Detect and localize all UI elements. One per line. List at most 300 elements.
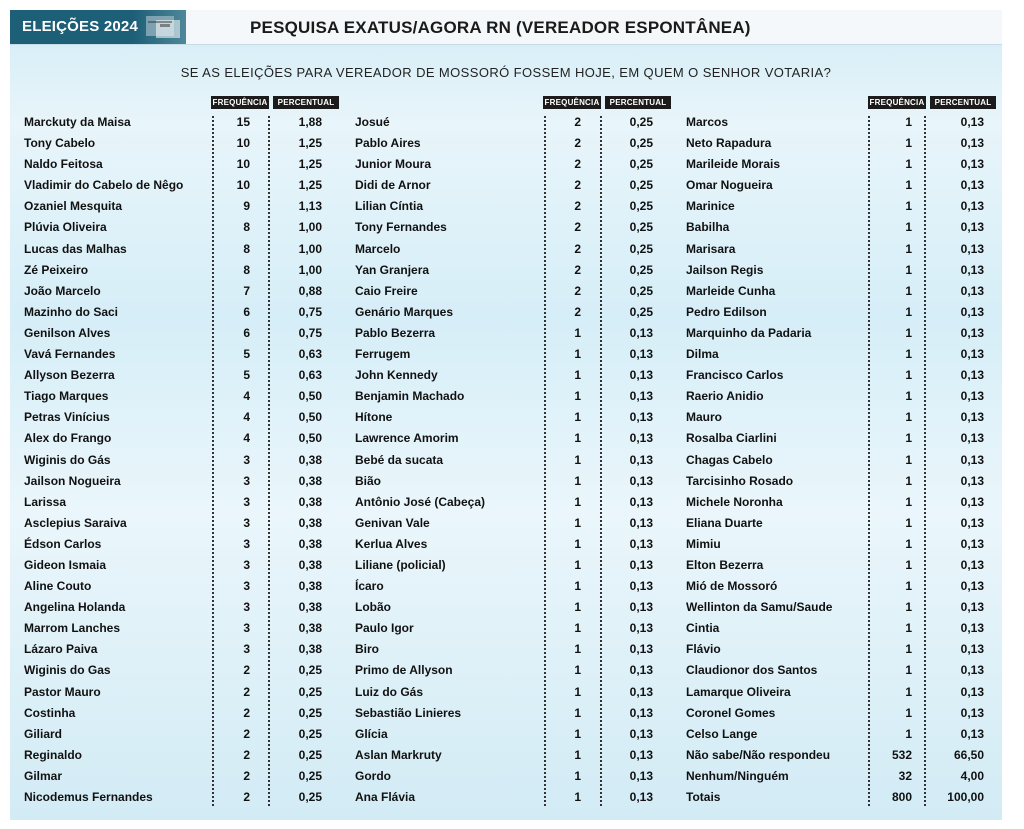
frequency-value: 2 <box>243 790 250 804</box>
table-row <box>24 365 349 386</box>
candidate-name: Pablo Bezerra <box>355 325 436 340</box>
frequency-value: 1 <box>574 600 581 615</box>
table-row <box>355 576 680 597</box>
frequency-value: 1 <box>574 473 581 488</box>
frequency-value: 2 <box>574 262 581 277</box>
percentage-value: 0,38 <box>298 494 322 509</box>
percentage-value: 4,00 <box>960 768 984 783</box>
frequency-value: 1 <box>574 389 581 404</box>
percentage-value: 0,13 <box>960 726 984 741</box>
frequency-value: 3 <box>243 642 250 657</box>
percentage-value: 0,13 <box>629 768 653 783</box>
percentage-value: 0,13 <box>960 136 984 151</box>
header-bar <box>10 10 1002 45</box>
frequency-value: 1 <box>574 515 581 530</box>
candidate-name: Lázaro Paiva <box>24 642 98 657</box>
candidate-name: Chagas Cabelo <box>686 452 773 467</box>
percentage-value: 0,50 <box>298 410 322 425</box>
table-row <box>686 534 1002 555</box>
candidate-name: Ferrugem <box>355 347 411 362</box>
table-row <box>355 660 680 681</box>
candidate-name: Aline Couto <box>24 579 92 594</box>
frequency-value: 7 <box>243 283 250 298</box>
frequency-value: 4 <box>243 431 250 446</box>
candidate-name: Sebastião Linieres <box>355 705 462 720</box>
percentage-value: 0,13 <box>960 283 984 298</box>
frequency-value: 1 <box>905 220 912 235</box>
percentage-value: 0,13 <box>960 536 984 551</box>
percentage-value: 0,13 <box>960 600 984 615</box>
percentage-value: 1,25 <box>298 178 322 193</box>
percentage-value: 0,13 <box>960 178 984 193</box>
candidate-name: Não sabe/Não respondeu <box>686 747 831 762</box>
frequency-value: 2 <box>243 705 250 720</box>
table-row <box>24 428 349 449</box>
table-row <box>24 618 349 639</box>
percentage-value: 0,13 <box>960 579 984 594</box>
frequency-value: 8 <box>243 220 250 235</box>
frequency-value: 3 <box>243 515 250 530</box>
frequency-value: 9 <box>243 199 250 214</box>
table-row <box>24 344 349 365</box>
percentage-value: 0,13 <box>960 241 984 256</box>
percentage-value: 0,38 <box>298 557 322 572</box>
frequency-value: 1 <box>905 389 912 404</box>
percentage-value: 0,13 <box>960 199 984 214</box>
table-row <box>24 154 349 175</box>
frequency-value: 3 <box>243 473 250 488</box>
frequency-value: 1 <box>905 600 912 615</box>
candidate-name: Elton Bezerra <box>686 557 764 572</box>
percentage-value: 0,13 <box>960 515 984 530</box>
frequency-value: 2 <box>574 220 581 235</box>
table-row <box>355 112 680 133</box>
percentage-value: 0,13 <box>629 515 653 530</box>
pct-header-2: PERCENTUAL <box>605 96 671 109</box>
pct-header-1: PERCENTUAL <box>273 96 339 109</box>
candidate-name: Celso Lange <box>686 726 758 741</box>
table-row <box>686 407 1002 428</box>
percentage-value: 0,13 <box>960 473 984 488</box>
frequency-value: 1 <box>574 368 581 383</box>
table-row <box>686 639 1002 660</box>
frequency-value: 1 <box>574 325 581 340</box>
candidate-name: Antônio José (Cabeça) <box>355 494 486 509</box>
candidate-name: Mimiu <box>686 536 721 551</box>
candidate-name: Raerio Anidio <box>686 389 764 404</box>
table-row <box>355 344 680 365</box>
candidate-name: Marckuty da Maisa <box>24 115 131 129</box>
table-row <box>355 745 680 766</box>
frequency-value: 1 <box>574 663 581 678</box>
frequency-value: 2 <box>243 768 250 783</box>
table-row <box>686 682 1002 703</box>
table-row <box>355 386 680 407</box>
percentage-value: 0,63 <box>298 368 322 383</box>
frequency-value: 8 <box>243 241 250 256</box>
candidate-name: Plúvia Oliveira <box>24 220 107 235</box>
percentage-value: 0,25 <box>298 790 322 804</box>
candidate-name: Dilma <box>686 347 719 362</box>
frequency-value: 1 <box>574 557 581 572</box>
percentage-value: 0,13 <box>629 557 653 572</box>
candidate-name: Genário Marques <box>355 304 454 319</box>
frequency-value: 1 <box>905 473 912 488</box>
percentage-value: 0,38 <box>298 536 322 551</box>
candidate-name: Larissa <box>24 494 67 509</box>
frequency-value: 532 <box>891 747 912 762</box>
table-row <box>686 217 1002 238</box>
frequency-value: 1 <box>574 768 581 783</box>
candidate-name: Jailson Nogueira <box>24 473 121 488</box>
percentage-value: 0,63 <box>298 347 322 362</box>
percentage-value: 0,25 <box>298 705 322 720</box>
frequency-value: 4 <box>243 389 250 404</box>
table-row <box>686 703 1002 724</box>
frequency-value: 2 <box>574 178 581 193</box>
percentage-value: 0,13 <box>960 431 984 446</box>
section-tag <box>10 10 186 44</box>
candidate-name: Naldo Feitosa <box>24 157 103 172</box>
results-column-1 <box>24 112 349 808</box>
table-row <box>24 492 349 513</box>
percentage-value: 0,13 <box>629 663 653 678</box>
percentage-value: 0,13 <box>629 705 653 720</box>
frequency-value: 15 <box>236 115 250 129</box>
table-row <box>24 260 349 281</box>
candidate-name: Glícia <box>355 726 388 741</box>
freq-header-1: FREQUÊNCIA <box>212 98 268 107</box>
percentage-value: 0,13 <box>960 325 984 340</box>
table-row <box>686 745 1002 766</box>
frequency-value: 1 <box>574 684 581 699</box>
table-row <box>24 323 349 344</box>
candidate-name: Didi de Arnor <box>355 178 431 193</box>
percentage-value: 0,13 <box>629 494 653 509</box>
candidate-name: Coronel Gomes <box>686 705 776 720</box>
table-row <box>686 471 1002 492</box>
frequency-value: 1 <box>905 642 912 657</box>
table-row <box>24 175 349 196</box>
frequency-value: 1 <box>905 115 912 129</box>
percentage-value: 0,25 <box>629 136 653 151</box>
frequency-value: 1 <box>905 536 912 551</box>
frequency-value: 6 <box>243 325 250 340</box>
percentage-value: 0,13 <box>960 157 984 172</box>
table-row <box>686 766 1002 787</box>
candidate-name: Wiginis do Gás <box>24 452 111 467</box>
table-row <box>355 639 680 660</box>
percentage-value: 0,13 <box>629 431 653 446</box>
table-row <box>355 302 680 323</box>
candidate-name: Lucas das Malhas <box>24 241 127 256</box>
frequency-value: 5 <box>243 368 250 383</box>
frequency-value: 2 <box>574 241 581 256</box>
candidate-name: João Marcelo <box>24 283 101 298</box>
percentage-value: 0,13 <box>629 579 653 594</box>
table-row <box>355 450 680 471</box>
candidate-name: Édson Carlos <box>24 536 102 551</box>
candidate-name: Marcelo <box>355 241 401 256</box>
table-row <box>24 386 349 407</box>
candidate-name: Rosalba Ciarlini <box>686 431 777 446</box>
frequency-value: 3 <box>243 557 250 572</box>
candidate-name: Bião <box>355 473 382 488</box>
percentage-value: 1,25 <box>298 136 322 151</box>
table-row <box>355 597 680 618</box>
candidate-name: Vladimir do Cabelo de Nêgo <box>24 178 184 193</box>
candidate-name: Marinice <box>686 199 735 214</box>
table-row <box>355 260 680 281</box>
candidate-name: Alex do Frango <box>24 431 112 446</box>
percentage-value: 0,50 <box>298 389 322 404</box>
percentage-value: 0,13 <box>629 621 653 636</box>
table-row <box>355 618 680 639</box>
table-row <box>355 133 680 154</box>
candidate-name: Luiz do Gás <box>355 684 424 699</box>
table-row <box>24 639 349 660</box>
percentage-value: 0,13 <box>629 473 653 488</box>
percentage-value: 0,13 <box>960 684 984 699</box>
table-row <box>686 112 1002 133</box>
candidate-name: Mauro <box>686 410 722 425</box>
frequency-value: 1 <box>574 747 581 762</box>
candidate-name: Gilmar <box>24 768 63 783</box>
table-row <box>24 471 349 492</box>
frequency-value: 1 <box>905 431 912 446</box>
candidate-name: Paulo Igor <box>355 621 414 636</box>
frequency-value: 1 <box>905 241 912 256</box>
candidate-name: Claudionor dos Santos <box>686 663 818 678</box>
table-row <box>24 302 349 323</box>
percentage-value: 0,25 <box>629 241 653 256</box>
table-row <box>686 196 1002 217</box>
candidate-name: Nicodemus Fernandes <box>24 790 153 804</box>
percentage-value: 0,13 <box>629 600 653 615</box>
frequency-value: 1 <box>574 726 581 741</box>
table-row <box>686 281 1002 302</box>
table-row <box>355 217 680 238</box>
candidate-name: Eliana Duarte <box>686 515 763 530</box>
frequency-value: 1 <box>905 136 912 151</box>
percentage-value: 0,13 <box>629 410 653 425</box>
frequency-value: 3 <box>243 600 250 615</box>
table-row <box>686 513 1002 534</box>
candidate-name: Michele Noronha <box>686 494 783 509</box>
percentage-value: 0,13 <box>960 452 984 467</box>
percentage-value: 0,13 <box>960 621 984 636</box>
frequency-value: 1 <box>905 304 912 319</box>
percentage-value: 1,00 <box>298 220 322 235</box>
frequency-value: 2 <box>243 747 250 762</box>
frequency-value: 1 <box>574 494 581 509</box>
candidate-name: Biro <box>355 642 379 657</box>
frequency-value: 1 <box>905 157 912 172</box>
candidate-name: Wiginis do Gas <box>24 663 111 678</box>
percentage-value: 0,88 <box>298 283 322 298</box>
table-row <box>355 323 680 344</box>
percentage-value: 1,13 <box>298 199 322 214</box>
frequency-value: 1 <box>905 515 912 530</box>
candidate-name: Ozaniel Mesquita <box>24 199 123 214</box>
percentage-value: 0,13 <box>629 684 653 699</box>
table-row <box>355 407 680 428</box>
table-row <box>24 787 349 808</box>
percentage-value: 0,25 <box>629 199 653 214</box>
percentage-value: 100,00 <box>947 790 984 804</box>
frequency-value: 1 <box>905 705 912 720</box>
candidate-name: Cintia <box>686 621 720 636</box>
table-row <box>686 597 1002 618</box>
table-row <box>24 196 349 217</box>
table-row <box>355 724 680 745</box>
candidate-name: Neto Rapadura <box>686 136 772 151</box>
candidate-name: Marleide Cunha <box>686 283 776 298</box>
frequency-value: 1 <box>574 579 581 594</box>
candidate-name: Wellinton da Samu/Saude <box>686 600 833 615</box>
ballot-box-icon <box>142 12 186 42</box>
percentage-value: 0,38 <box>298 621 322 636</box>
percentage-value: 0,38 <box>298 515 322 530</box>
frequency-value: 1 <box>905 283 912 298</box>
candidate-name: Francisco Carlos <box>686 368 784 383</box>
table-row <box>686 428 1002 449</box>
frequency-value: 10 <box>236 178 250 193</box>
table-row <box>686 154 1002 175</box>
candidate-name: Yan Granjera <box>355 262 430 277</box>
frequency-value: 3 <box>243 452 250 467</box>
candidate-name: Genivan Vale <box>355 515 430 530</box>
table-row <box>24 133 349 154</box>
table-row <box>24 281 349 302</box>
candidate-name: Josué <box>355 115 390 129</box>
percentage-value: 0,13 <box>960 262 984 277</box>
candidate-name: Bebé da sucata <box>355 452 444 467</box>
table-row <box>355 703 680 724</box>
candidate-name: Kerlua Alves <box>355 536 428 551</box>
percentage-value: 0,75 <box>298 325 322 340</box>
percentage-value: 0,13 <box>629 747 653 762</box>
frequency-value: 800 <box>891 790 912 804</box>
table-row <box>24 745 349 766</box>
freq-header-2: FREQUÊNCIA <box>544 98 600 107</box>
table-row <box>686 133 1002 154</box>
table-row <box>24 534 349 555</box>
frequency-value: 1 <box>905 262 912 277</box>
frequency-value: 10 <box>236 157 250 172</box>
candidate-name: Asclepius Saraiva <box>24 515 127 530</box>
candidate-name: Marileide Morais <box>686 157 781 172</box>
percentage-value: 0,13 <box>629 452 653 467</box>
candidate-name: Aslan Markruty <box>355 747 442 762</box>
percentage-value: 0,13 <box>629 536 653 551</box>
percentage-value: 1,25 <box>298 157 322 172</box>
candidate-name: Marrom Lanches <box>24 621 121 636</box>
table-row <box>686 302 1002 323</box>
survey-question: SE AS ELEIÇÕES PARA VEREADOR DE MOSSORÓ FOSSEM HOJE, EM QUEM O SENHOR VOTARIA? <box>180 65 832 80</box>
table-row <box>686 787 1002 808</box>
frequency-value: 2 <box>574 283 581 298</box>
percentage-value: 0,13 <box>960 220 984 235</box>
candidate-name: Tony Cabelo <box>24 136 96 151</box>
frequency-value: 6 <box>243 304 250 319</box>
candidate-name: Marcos <box>686 115 729 129</box>
percentage-value: 0,13 <box>629 325 653 340</box>
percentage-value: 0,13 <box>960 494 984 509</box>
candidate-name: Tiago Marques <box>24 389 109 404</box>
frequency-value: 2 <box>574 157 581 172</box>
table-row <box>355 175 680 196</box>
results-column-2 <box>355 112 680 808</box>
percentage-value: 0,38 <box>298 452 322 467</box>
candidate-name: Lamarque Oliveira <box>686 684 791 699</box>
frequency-value: 1 <box>905 726 912 741</box>
percentage-value: 0,25 <box>298 663 322 678</box>
frequency-value: 1 <box>905 663 912 678</box>
table-row <box>355 492 680 513</box>
frequency-value: 2 <box>243 726 250 741</box>
candidate-name: Babilha <box>686 220 730 235</box>
candidate-name: Totais <box>686 790 721 804</box>
table-row <box>355 555 680 576</box>
frequency-value: 4 <box>243 410 250 425</box>
frequency-value: 3 <box>243 536 250 551</box>
table-row <box>686 260 1002 281</box>
table-row <box>355 154 680 175</box>
candidate-name: Genilson Alves <box>24 325 111 340</box>
table-row <box>355 682 680 703</box>
frequency-value: 3 <box>243 494 250 509</box>
frequency-value: 1 <box>905 494 912 509</box>
table-row <box>686 239 1002 260</box>
candidate-name: Tarcisinho Rosado <box>686 473 794 488</box>
percentage-value: 0,13 <box>960 557 984 572</box>
frequency-value: 1 <box>905 621 912 636</box>
candidate-name: Omar Nogueira <box>686 178 773 193</box>
candidate-name: Junior Moura <box>355 157 432 172</box>
candidate-name: Primo de Allyson <box>355 663 453 678</box>
candidate-name: Mazinho do Saci <box>24 304 119 319</box>
pct-header-3: PERCENTUAL <box>930 96 996 109</box>
table-row <box>24 513 349 534</box>
candidate-name: Gordo <box>355 768 391 783</box>
table-row <box>24 450 349 471</box>
frequency-value: 1 <box>574 347 581 362</box>
frequency-value: 10 <box>236 136 250 151</box>
frequency-value: 1 <box>574 705 581 720</box>
page-title: PESQUISA EXATUS/AGORA RN (VEREADOR ESPONTÂNEA) <box>250 18 751 37</box>
frequency-value: 2 <box>243 684 250 699</box>
table-row <box>24 239 349 260</box>
table-row <box>686 576 1002 597</box>
frequency-value: 1 <box>905 452 912 467</box>
candidate-name: Vavá Fernandes <box>24 347 116 362</box>
table-row <box>355 766 680 787</box>
frequency-value: 1 <box>574 536 581 551</box>
table-row <box>24 576 349 597</box>
frequency-value: 1 <box>574 621 581 636</box>
table-row <box>24 555 349 576</box>
table-row <box>24 703 349 724</box>
percentage-value: 0,38 <box>298 642 322 657</box>
table-row <box>686 450 1002 471</box>
candidate-name: Liliane (policial) <box>355 557 446 572</box>
frequency-value: 5 <box>243 347 250 362</box>
percentage-value: 0,13 <box>629 790 653 804</box>
candidate-name: Lobão <box>355 600 391 615</box>
candidate-name: Flávio <box>686 642 721 657</box>
table-row <box>24 407 349 428</box>
